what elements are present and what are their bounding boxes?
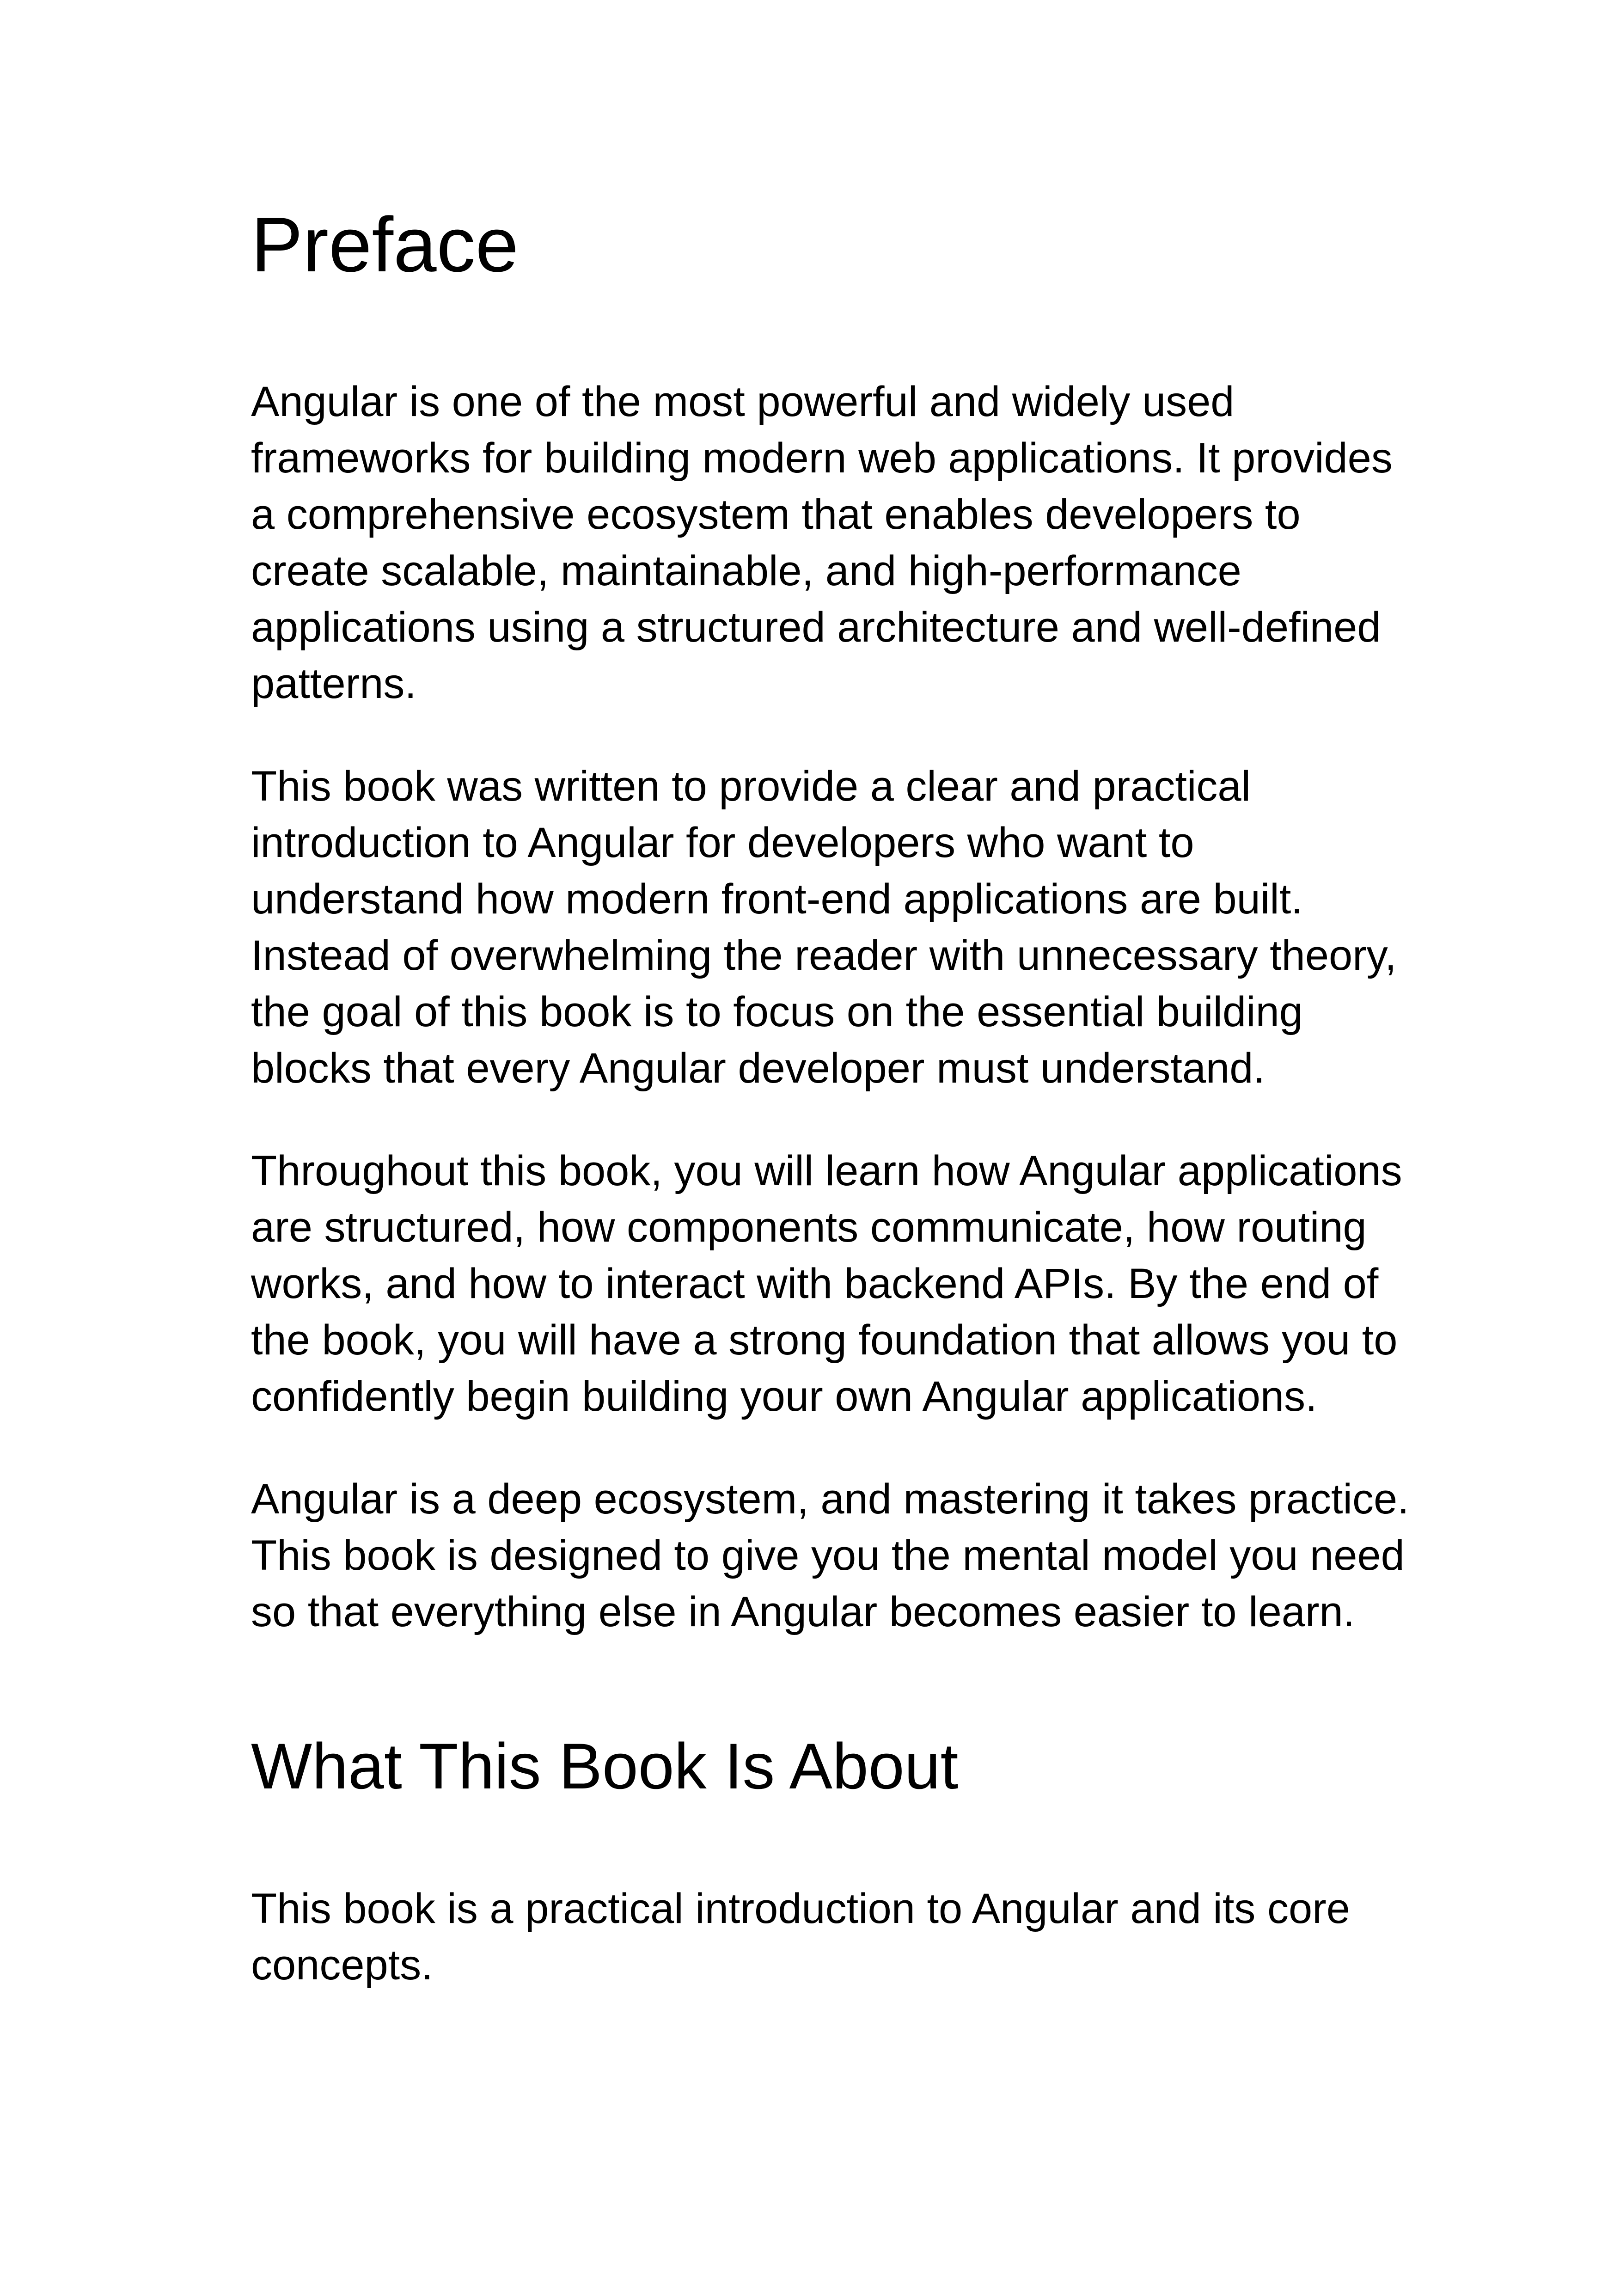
page-content xyxy=(251,199,1416,1993)
spacer xyxy=(251,1096,1416,1143)
preface-paragraph-2: This book was written to provide a clear and practical introduction to Angular for developers who want to understand how modern front-end applications are built. Instead of overwhelming the reader with unnecessary theory, the goal of this book is to focus on the essential building blocks that every Angular developer must understand. xyxy=(251,763,1397,1092)
spacer xyxy=(251,1804,1416,1880)
page-title: Preface xyxy=(251,201,519,288)
spacer xyxy=(251,290,1416,373)
spacer xyxy=(251,1640,1416,1728)
spacer xyxy=(251,1425,1416,1471)
section-paragraph-1: This book is a practical introduction to Angular and its core concepts. xyxy=(251,1885,1350,1989)
spacer xyxy=(251,712,1416,758)
section-heading: What This Book Is About xyxy=(251,1730,959,1803)
preface-paragraph-3: Throughout this book, you will learn how Angular applications are structured, how components communicate, how routing works, and how to interact with backend APIs. By the end of the book, you will have a strong foundation that allows you to confidently begin building your own Angular applications. xyxy=(251,1147,1402,1420)
preface-paragraph-4: Angular is a deep ecosystem, and mastering it takes practice. This book is designed to give you the mental model you need so that everything else in Angular becomes easier to learn. xyxy=(251,1476,1409,1636)
preface-paragraph-1: Angular is one of the most powerful and widely used frameworks for building modern web applications. It provides a comprehensive ecosystem that enables developers to create scalable, maintainable, and high-performance applications using a structured architecture and well-defined patterns. xyxy=(251,378,1393,708)
